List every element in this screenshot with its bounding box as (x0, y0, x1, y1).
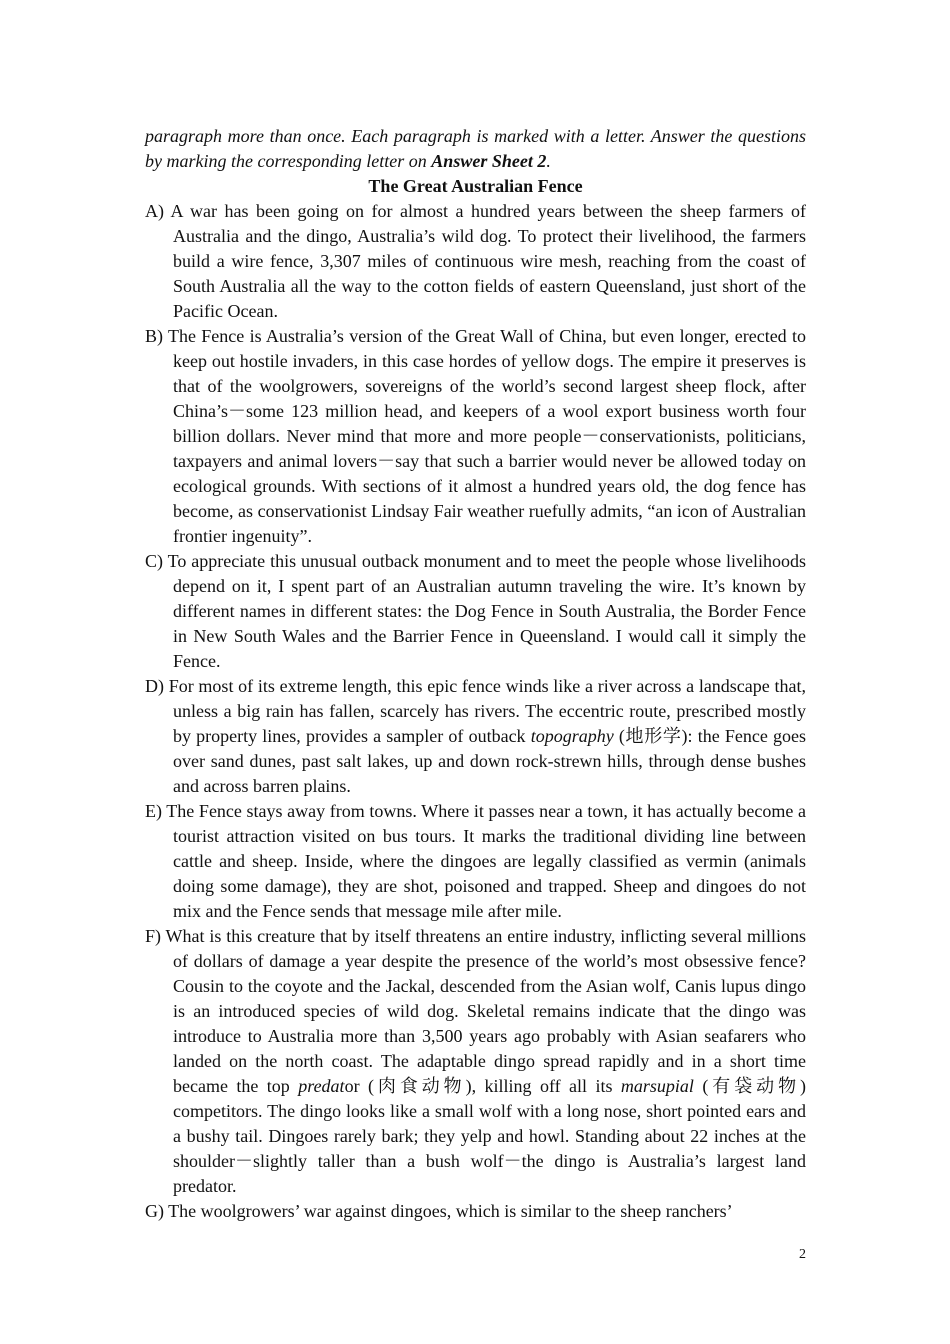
paragraph-e: E) The Fence stays away from towns. Where it passes near a town, it has actually become a tourist attraction visited on bus tours. It marks the traditional dividing line between cattle and sheep. Inside, where the dingoes are legally classified as vermin (animals doing some damage), they are shot, poisoned and trapped. Sheep and dingoes do not mix and the Fence sends that message mile after mile. (145, 801, 806, 921)
paragraph-b: B) The Fence is Australia’s version of the Great Wall of China, but even longer, erected to keep out hostile invaders, in this case hordes of yellow dogs. The empire it preserves is that of the woolgrowers, sovereigns of the world’s second largest sheep flock, after China’s－some 123 million head, and keepers of a wool export business worth four billion dollars. Never mind that more and more people－conservationists, politicians, taxpayers and animal lovers－say that such a barrier would never be allowed today on ecological grounds. With sections of it almost a hundred years old, the dog fence has become, as conservationist Lindsay Fair weather ruefully admits, “an icon of Australian frontier ingenuity”. (145, 326, 806, 546)
glossed-term: topography (530, 726, 614, 746)
paragraph-c: C) To appreciate this unusual outback monument and to meet the people whose livelihoods depend on it, I spent part of an Australian autumn traveling the wire. It’s known by different names in different states: the Dog Fence in South Australia, the Border Fence in New South Wales and the Barrier Fence in Queensland. I would call it simply the Fence. (145, 551, 806, 671)
paragraph-g: G) The woolgrowers’ war against dingoes, which is similar to the sheep ranchers’ (145, 1201, 733, 1221)
glossed-term: predat (298, 1076, 345, 1096)
paragraph-f: F) What is this creature that by itself threatens an entire industry, inflicting several millions of dollars of damage a year despite the presence of the world’s most obsessive fence? Cousin to the coyote and the Jackal, descended from the Asian wolf, Canis lupus dingo is an introduced species of wild dog. Skeletal remains indicate that the dingo was introduce to Australia more than 3,500 years ago probably with Asian seafarers who landed on the north coast. The adaptable dingo spread rapidly and in a short time became the top predator (肉食动物), killing off all its marsupial (有袋动物) competitors. The dingo looks like a small wolf with a long nose, short pointed ears and a bushy tail. Dingoes rarely bark; they yelp and howl. Standing about 22 inches at the shoulder－slightly taller than a bush wolf－the dingo is Australia’s largest land predator. (145, 926, 806, 1196)
paragraph-d: D) For most of its extreme length, this epic fence winds like a river across a landscape that, unless a big rain has fallen, scarcely has rivers. The eccentric route, prescribed mostly by property lines, provides a sampler of outback topography (地形学): the Fence goes over sand dunes, past salt lakes, up and down rock-strewn hills, through dense bushes and across barren plains. (145, 676, 807, 796)
glossed-term: marsupial (620, 1076, 694, 1096)
page-number: 2 (799, 1247, 806, 1262)
instructions: paragraph more than once. Each paragraph is marked with a letter. Answer the questions by marking the corresponding letter on Answer Sheet 2. (145, 126, 806, 171)
paragraph-a: A) A war has been going on for almost a hundred years between the sheep farmers of Australia and the dingo, Australia’s wild dog. To protect their livelihood, the farmers build a wire fence, 3,307 miles of continuous wire mesh, reaching from the coast of South Australia all the way to the cotton fields of eastern Queensland, just short of the Pacific Ocean. (145, 201, 806, 321)
answer-sheet-ref: Answer Sheet 2 (431, 151, 547, 171)
document-body (145, 124, 806, 1224)
article-title: The Great Australian Fence (368, 176, 583, 196)
